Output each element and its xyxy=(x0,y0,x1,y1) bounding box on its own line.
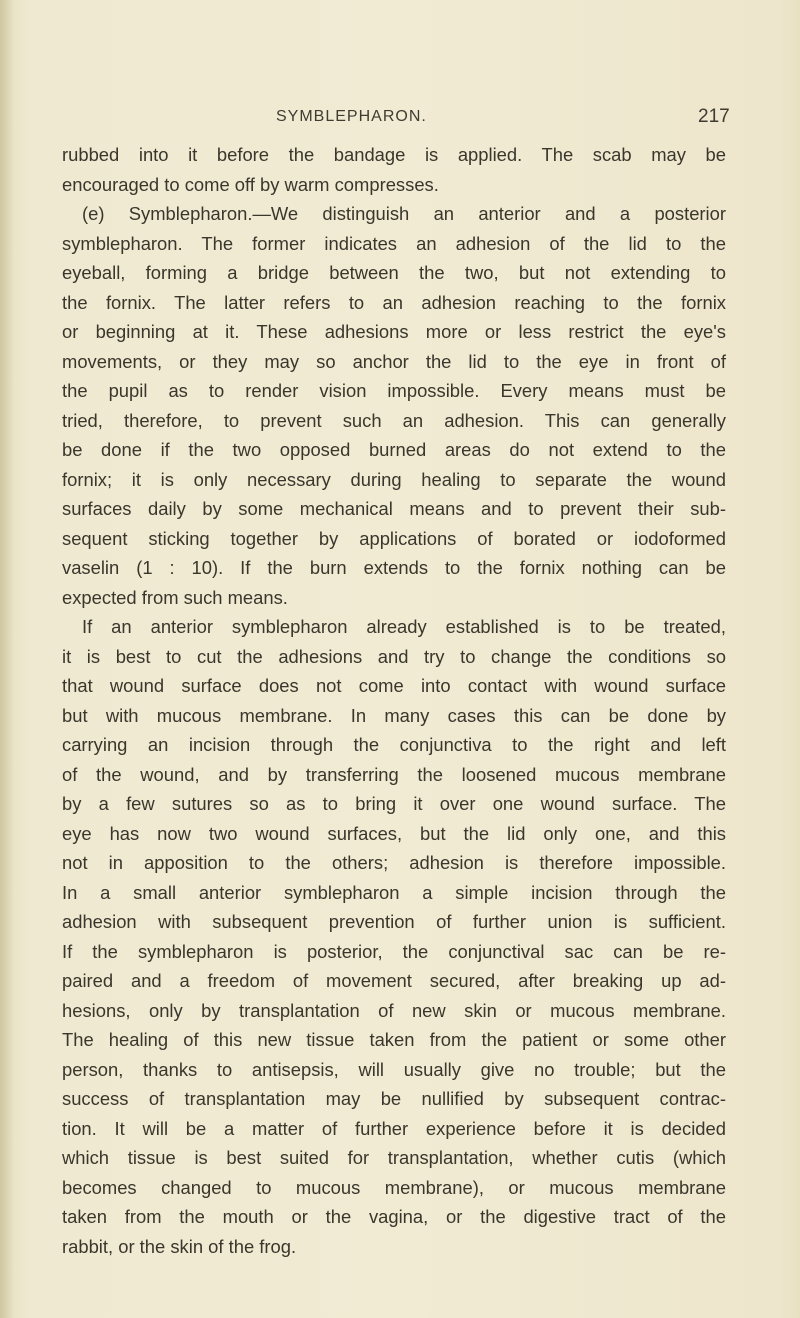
text-line: of the wound, and by transferring the loosened mucous membrane xyxy=(62,763,726,785)
text-line: rubbed into it before the bandage is applied. The scab may be xyxy=(62,144,726,165)
text-line: symblepharon. The former indicates an adhesion of the lid to the xyxy=(62,232,726,254)
text-line: expected from such means. xyxy=(62,586,288,608)
text-line: rabbit, or the skin of the frog. xyxy=(62,1235,297,1257)
text-line: fornix; it is only necessary during healing to separate the wound xyxy=(62,468,726,490)
running-head: SYMBLEPHARON. xyxy=(276,108,427,125)
text-line: that wound surface does not come into contact with wound surface xyxy=(62,675,726,696)
text-line: movements, or they may so anchor the lid to the eye in front of xyxy=(62,350,726,372)
section-heading-line: (e) Symblepharon.—We distinguish an anterior and a posterior xyxy=(82,203,726,224)
paragraph-start-line: If an anterior symblepharon already established is to be treated, xyxy=(82,616,726,637)
text-line: success of transplantation may be nullified by subsequent contrac- xyxy=(62,1088,726,1109)
text-line: vaselin (1 : 10). If the burn extends to the fornix nothing can be xyxy=(62,557,726,578)
text-line: surfaces daily by some mechanical means and to prevent their sub- xyxy=(62,498,726,519)
page-gutter-shadow xyxy=(0,0,14,1318)
text-line: adhesion with subsequent prevention of further union is sufficient. xyxy=(62,911,726,932)
text-line: person, thanks to antisepsis, will usually give no trouble; but the xyxy=(62,1058,726,1080)
page-header xyxy=(0,108,800,132)
text-line: carrying an incision through the conjunctiva to the right and left xyxy=(62,734,726,755)
text-line: but with mucous membrane. In many cases this can be done by xyxy=(62,704,726,726)
text-line: the pupil as to render vision impossible. Every means must be xyxy=(62,380,726,401)
text-line: becomes changed to mucous membrane), or mucous membrane xyxy=(62,1176,726,1198)
text-line: by a few sutures so as to bring it over one wound surface. The xyxy=(62,793,726,814)
text-line: The healing of this new tissue taken from the patient or some other xyxy=(62,1029,726,1050)
text-line: In a small anterior symblepharon a simple incision through the xyxy=(62,881,726,903)
text-line: sequent sticking together by applications of borated or iodoformed xyxy=(62,527,726,549)
text-line: eye has now two wound surfaces, but the lid only one, and this xyxy=(62,822,726,844)
text-line: tried, therefore, to prevent such an adhesion. This can generally xyxy=(62,409,726,431)
text-line: not in apposition to the others; adhesion is therefore impossible. xyxy=(62,852,726,873)
text-line: eyeball, forming a bridge between the two, but not extending to xyxy=(62,262,726,283)
page-number: 217 xyxy=(698,106,730,127)
text-line: paired and a freedom of movement secured, after breaking up ad- xyxy=(62,970,726,991)
text-line: taken from the mouth or the vagina, or the digestive tract of the xyxy=(62,1206,726,1227)
text-line: tion. It will be a matter of further experience before it is decided xyxy=(62,1117,726,1139)
text-line: be done if the two opposed burned areas do not extend to the xyxy=(62,439,726,460)
text-line: it is best to cut the adhesions and try to change the conditions so xyxy=(62,645,726,667)
text-line: encouraged to come off by warm compresses. xyxy=(62,173,439,195)
text-line: or beginning at it. These adhesions more or less restrict the eye's xyxy=(62,321,726,342)
text-line: the fornix. The latter refers to an adhesion reaching to the fornix xyxy=(62,291,726,313)
text-line: hesions, only by transplantation of new skin or mucous membrane. xyxy=(62,999,726,1021)
text-line: which tissue is best suited for transplantation, whether cutis (which xyxy=(62,1147,726,1168)
body-text xyxy=(62,140,726,1261)
text-line: If the symblepharon is posterior, the conjunctival sac can be re- xyxy=(62,940,726,962)
